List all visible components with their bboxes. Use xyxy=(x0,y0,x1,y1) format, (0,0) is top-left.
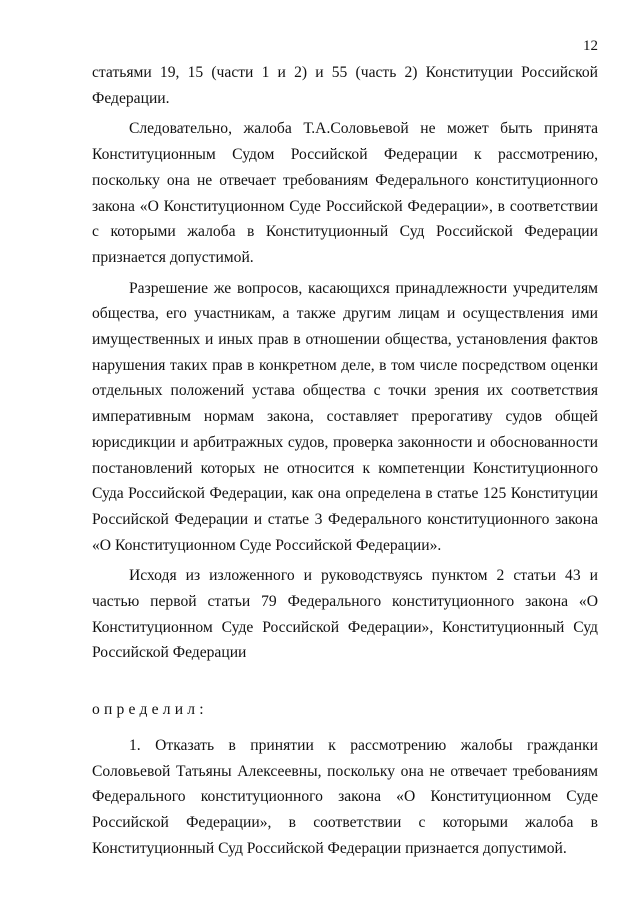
paragraph-based-on: Исходя из изложенного и руководствуясь пунктом 2 статьи 43 и частью первой статьи 79 Федерального конституционного закона «О Конституционном Суде Российской Федерации», Конституционный Суд Российской Федерации xyxy=(92,567,598,662)
paragraph-jurisdiction: Разрешение же вопросов, касающихся принадлежности учредителям общества, его участникам, а также другим лицам и осуществления ими имущественных и иных прав в отношении общества, установления фактов нарушения таких прав в конкретном деле, в том числе посредством оценки отдельных положений устава общества с точки зрения их соответствия императивным нормам закона, составляет прерогативу судов общей юрисдикции и арбитражных судов, проверка законности и обоснованности постановлений которых не относится к компетенции Конституционного Суда Российской Федерации, как она определена в статье 125 Конституции Российской Федерации и статье 3 Федерального конституционного закона «О Конституционном Суде Российской Федерации». xyxy=(92,279,598,554)
page-number: 12 xyxy=(583,38,598,54)
document-body xyxy=(92,60,598,861)
decision-item-1: 1. Отказать в принятии к рассмотрению жалобы гражданки Соловьевой Татьяны Алексеевны, поскольку она не отвечает требованиям Федерального конституционного закона «О Конституционном Суде Российской Федерации», в соответствии с которыми жалоба в Конституционный Суд Российской Федерации признается допустимой. xyxy=(92,736,598,857)
paragraph-continuation: статьями 19, 15 (части 1 и 2) и 55 (часть 2) Конституции Российской Федерации. xyxy=(92,64,598,107)
paragraph-complaint-inadmissible: Следовательно, жалоба Т.А.Соловьевой не может быть принята Конституционным Судом Российской Федерации к рассмотрению, поскольку она не отвечает требованиям Федерального конституционного закона «О Конституционном Суде Российской Федерации», в соответствии с которыми жалоба в Конституционный Суд Российской Федерации признается допустимой. xyxy=(92,120,598,266)
decision-heading: определил: xyxy=(92,701,208,719)
